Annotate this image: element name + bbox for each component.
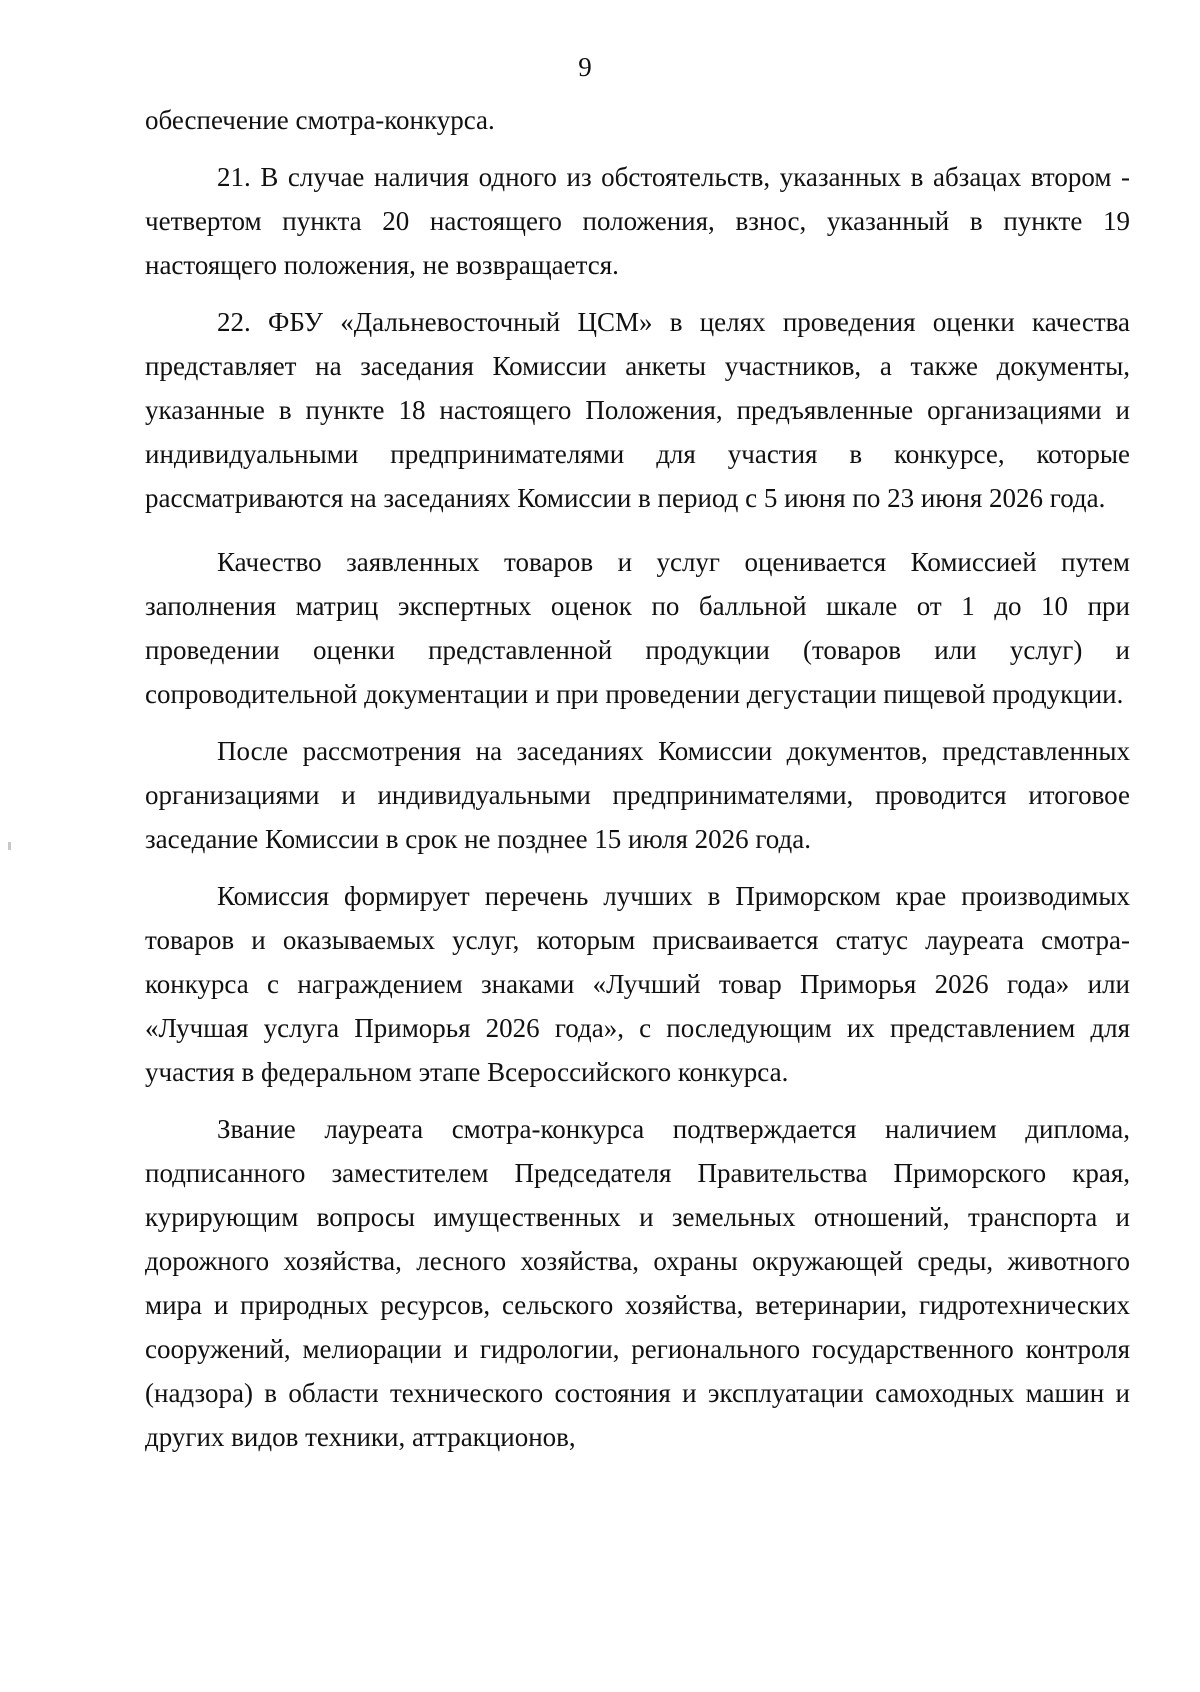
paragraph-quality-assessment: Качество заявленных товаров и услуг оценивается Комиссией путем заполнения матриц экспертных оценок по балльной шкале от 1 до 10 при проведении оценки представленной продукции (товаров или услуг) и сопроводительной документации и при проведении дегустации пищевой продукции. <box>145 547 1130 709</box>
scan-margin-mark <box>8 842 11 850</box>
paragraph-laureate-diploma: Звание лауреата смотра-конкурса подтверждается наличием диплома, подписанного заместителем Председателя Правительства Приморского края, курирующим вопросы имущественных и земельных отношений, транспорта и дорожного хозяйства, лесного хозяйства, охраны окружающей среды, животного мира и природных ресурсов, сельского хозяйства, ветеринарии, гидротехнических сооружений, мелиорации и гидрологии, регионального государственного контроля (надзора) в области технического состояния и эксплуатации самоходных машин и других видов техники, аттракционов, <box>145 1114 1130 1452</box>
paragraph-continuation: обеспечение смотра-конкурса. <box>145 105 495 135</box>
paragraph-laureate-list: Комиссия формирует перечень лучших в Приморском крае производимых товаров и оказываемых услуг, которым присваивается статус лауреата смотра-конкурса с награждением знаками «Лучший товар Приморья 2026 года» или «Лучшая услуга Приморья 2026 года», с последующим их представлением для участия в федеральном этапе Всероссийского конкурса. <box>145 881 1130 1087</box>
page-number: 9 <box>578 52 592 82</box>
paragraph-final-meeting: После рассмотрения на заседаниях Комиссии документов, представленных организациями и индивидуальными предпринимателями, проводится итоговое заседание Комиссии в срок не позднее 15 июля 2026 года. <box>145 736 1130 854</box>
document-body <box>145 98 1130 1459</box>
paragraph-item-21: 21. В случае наличия одного из обстоятельств, указанных в абзацах втором - четвертом пункта 20 настоящего положения, взнос, указанный в пункте 19 настоящего положения, не возвращается. <box>145 162 1130 280</box>
paragraph-item-22: 22. ФБУ «Дальневосточный ЦСМ» в целях проведения оценки качества представляет на заседания Комиссии анкеты участников, а также документы, указанные в пункте 18 настоящего Положения, предъявленные организациями и индивидуальными предпринимателями для участия в конкурсе, которые рассматриваются на заседаниях Комиссии в период с 5 июня по 23 июня 2026 года. <box>145 307 1130 513</box>
